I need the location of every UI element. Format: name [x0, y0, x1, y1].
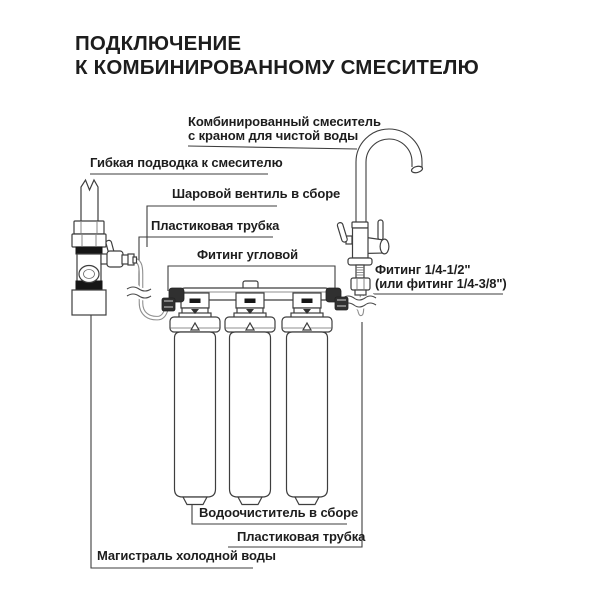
tube-break-mark-left [127, 287, 153, 298]
filter-body [287, 332, 328, 497]
label-flex-hose: Гибкая подводка к смесителю [90, 155, 283, 170]
label-plastic-tube-top: Пластиковая трубка [151, 218, 280, 233]
filter-foot [183, 497, 207, 505]
spout-tip [411, 165, 423, 174]
filter-cartridge-1 [170, 293, 220, 505]
ball-valve [101, 240, 137, 267]
left-handle [337, 222, 352, 244]
faucet-base-flange [348, 258, 372, 265]
label-line-cold-water-main [91, 315, 253, 568]
label-line-mixer [188, 146, 357, 149]
page-title-line2: К КОМБИНИРОВАННОМУ СМЕСИТЕЛЮ [75, 56, 479, 79]
faucet-threaded-stub [356, 265, 364, 278]
spout-arc-inner [366, 139, 412, 227]
union-round-nut [79, 266, 99, 283]
flexible-hose-stub [81, 180, 98, 222]
ball-valve-body [107, 251, 123, 267]
page-title-line1: ПОДКЛЮЧЕНИЕ [75, 32, 242, 55]
page-title [75, 32, 479, 80]
filter-foot [238, 497, 262, 505]
filter-body [175, 332, 216, 497]
tee-hex-nut [72, 234, 106, 247]
label-angle-fitting: Фитинг угловой [197, 247, 299, 262]
label-cold-water-main: Магистраль холодной воды [97, 548, 276, 563]
label-ball-valve: Шаровой вентиль в сборе [172, 186, 341, 201]
right-angle-fitting [326, 288, 348, 310]
water-purifier-unit [162, 281, 348, 505]
filter-body [230, 332, 271, 497]
filter-cartridge-3 [282, 293, 332, 505]
pipe-black-band-upper [76, 247, 102, 254]
label-mixer: Комбинированный смеситель с краном для чистой воды [188, 114, 381, 143]
faucet-body [353, 228, 369, 258]
filter-foot [295, 497, 319, 505]
filter-cartridge-2 [225, 293, 275, 505]
pipe-lower-section [72, 290, 106, 315]
label-fitting-quarter: Фитинг 1/4-1/2" (или фитинг 1/4-3/8") [375, 262, 507, 291]
label-purifier: Водоочиститель в сборе [199, 505, 359, 520]
faucet-fitting-nut [351, 278, 370, 295]
label-plastic-tube-bottom: Пластиковая трубка [237, 529, 366, 544]
faucet-neck-collar [352, 222, 368, 228]
